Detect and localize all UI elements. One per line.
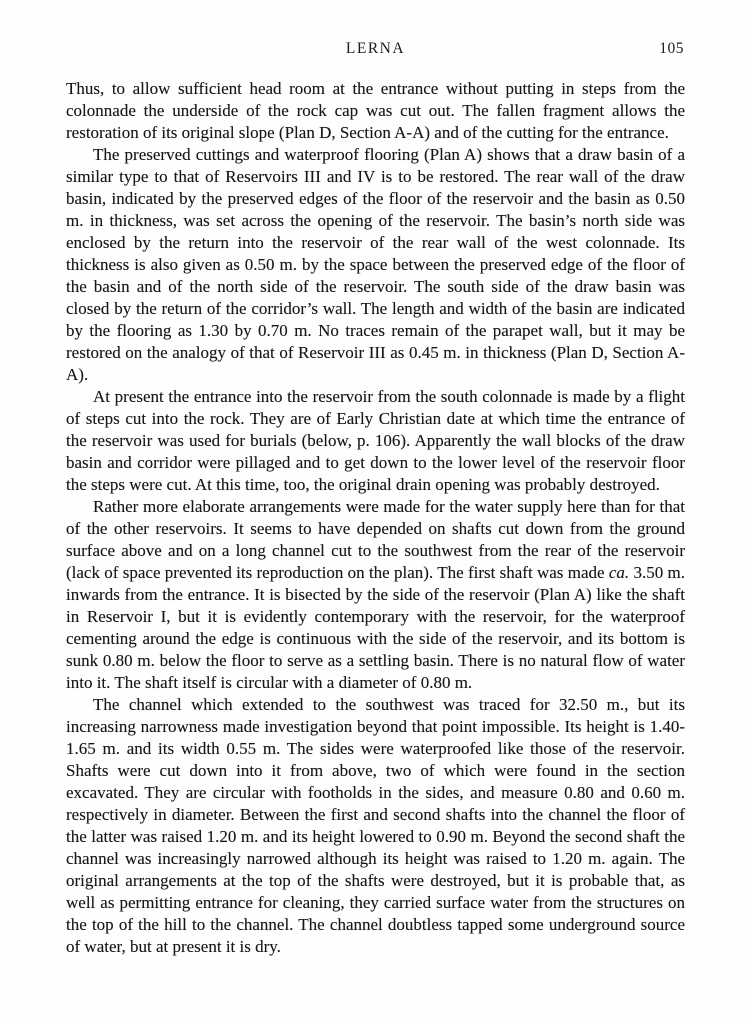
paragraph-4-text-after-ca: 3.50 m. inwards from the entrance. It is bisected by the side of the reservoir (Plan A) like the shaft in Reservoir I, but it is evidently contemporary with the reservoir, for the waterproof cementing around the edge is continuous with the side of the reservoir, and its bottom is sunk 0.80 m. below the floor to serve as a settling basin. There is no natural flow of water into it. The shaft itself is circular with a diameter of 0.80 m. xyxy=(66,563,685,692)
paragraph-1-text: Thus, to allow sufficient head room at the entrance without putting in steps from the colonnade the underside of the rock cap was cut out. The fallen fragment allows the restoration of its original slope (Plan D, Section A-A) and of the cutting for the entrance. xyxy=(66,79,685,142)
paragraph-4-italic-ca: ca. xyxy=(608,563,630,582)
page-number: 105 xyxy=(659,40,684,57)
paragraph-5 xyxy=(66,694,685,958)
paragraph-2 xyxy=(66,144,685,386)
running-head-title: LERNA xyxy=(345,40,406,57)
paragraph-3-text: At present the entrance into the reservoir from the south colonnade is made by a flight of steps cut into the rock. They are of Early Christian date at which time the entrance of the reservoir was used for burials (below, p. 106). Apparently the wall blocks of the draw basin and corridor were pillaged and to get down to the lower level of the reservoir floor the steps were cut. At this time, too, the original drain opening was probably destroyed. xyxy=(66,387,685,494)
paragraph-4 xyxy=(66,496,685,694)
paragraph-3 xyxy=(66,386,685,496)
paragraph-1 xyxy=(66,78,685,144)
body-text xyxy=(66,78,685,958)
paragraph-2-text: The preserved cuttings and waterproof flooring (Plan A) shows that a draw basin of a similar type to that of Reservoirs III and IV is to be restored. The rear wall of the draw basin, indicated by the preserved edges of the floor of the reservoir and the basin as 0.50 m. in thickness, was set across the opening of the reservoir. The basin’s north side was enclosed by the return into the reservoir of the rear wall of the west colonnade. Its thickness is also given as 0.50 m. by the space between the preserved edge of the floor of the basin and of the north side of the reservoir. The south side of the draw basin was closed by the return of the corridor’s wall. The length and width of the basin are indicated by the flooring as 1.30 by 0.70 m. No traces remain of the parapet wall, but it may be restored on the analogy of that of Reservoir III as 0.45 m. in thickness (Plan D, Section A-A). xyxy=(66,145,685,384)
page-content xyxy=(66,40,685,958)
paragraph-5-text: The channel which extended to the southwest was traced for 32.50 m., but its increasing narrowness made investigation beyond that point impossible. Its height is 1.40-1.65 m. and its width 0.55 m. The sides were waterproofed like those of the reservoir. Shafts were cut down into it from above, two of which were found in the section excavated. They are circular with footholds in the sides, and measure 0.80 and 0.60 m. respectively in diameter. Between the first and second shafts into the channel the floor of the latter was raised 1.20 m. and its height lowered to 0.90 m. Beyond the second shaft the channel was increasingly narrowed although its height was raised to 1.20 m. again. The original arrangements at the top of the shafts were destroyed, but it is probable that, as well as permitting entrance for cleaning, they carried surface water from the structures on the top of the hill to the channel. The channel doubtless tapped some underground source of water, but at present it is dry. xyxy=(66,695,685,956)
running-head xyxy=(66,40,685,60)
paragraph-4-text-before-ca: Rather more elaborate arrangements were made for the water supply here than for that of the other reservoirs. It seems to have depended on shafts cut down from the ground surface above and on a long channel cut to the southwest from the rear of the reservoir (lack of space prevented its reproduction on the plan). The first shaft was made xyxy=(66,497,685,582)
